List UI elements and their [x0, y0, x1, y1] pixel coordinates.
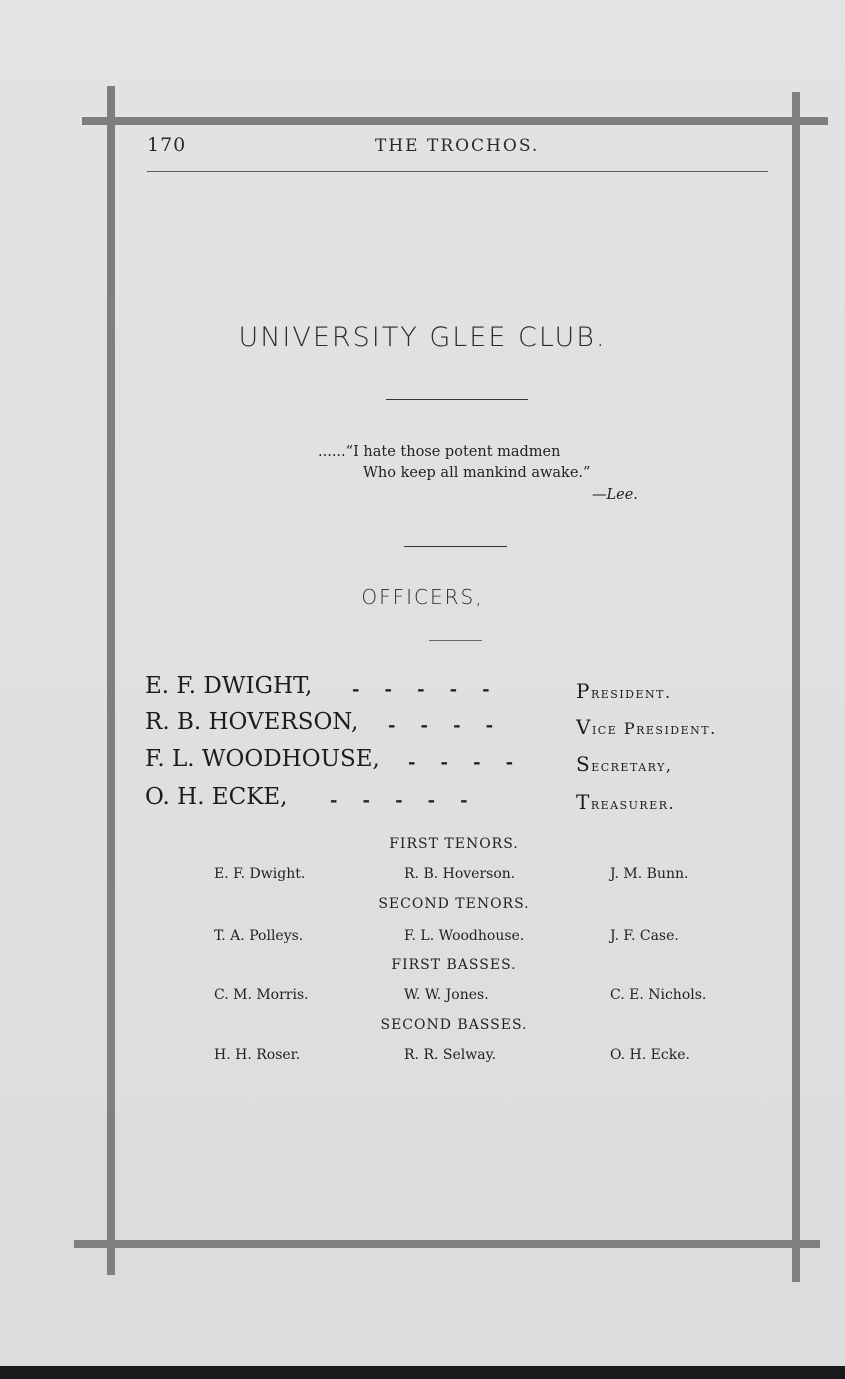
- member-name: T. A. Polleys.: [214, 928, 304, 944]
- officer-name: R. B. HOVERSON,: [145, 709, 359, 735]
- officer-name: O. H. ECKE,: [145, 784, 288, 810]
- leader-dashes: - - - - -: [352, 679, 490, 700]
- officers-heading: OFFICERS,: [361, 585, 484, 609]
- page-title: UNIVERSITY GLEE CLUB.: [238, 322, 607, 353]
- officer-title: President.: [576, 679, 672, 703]
- section-heading: FIRST BASSES.: [391, 957, 517, 973]
- scan-bottom-edge: [0, 1366, 845, 1379]
- member-name: E. F. Dwight.: [214, 866, 306, 882]
- epigraph-line-2: Who keep all mankind awake.”: [363, 465, 591, 481]
- page-number: 170: [147, 134, 187, 156]
- border-bar-left: [107, 86, 115, 1275]
- officer-title: Vice President.: [576, 715, 717, 739]
- divider-rule: [386, 399, 528, 400]
- section-heading: SECOND BASSES.: [380, 1017, 528, 1033]
- officer-name: F. L. WOODHOUSE,: [145, 746, 380, 772]
- officer-name: E. F. DWIGHT,: [145, 673, 313, 699]
- leader-dashes: - - - -: [408, 752, 514, 773]
- border-bar-top: [82, 117, 828, 125]
- member-name: R. B. Hoverson.: [404, 866, 516, 882]
- epigraph-line-1: ......“I hate those potent madmen: [318, 444, 561, 460]
- member-name: J. F. Case.: [610, 928, 679, 944]
- member-name: O. H. Ecke.: [610, 1047, 690, 1063]
- section-heading: SECOND TENORS.: [378, 896, 530, 912]
- officer-title: Secretary,: [576, 752, 673, 776]
- member-name: J. M. Bunn.: [610, 866, 689, 882]
- member-name: C. M. Morris.: [214, 987, 309, 1003]
- leader-dashes: - - - - -: [330, 790, 468, 811]
- header-rule: [147, 171, 768, 172]
- epigraph-attribution: —Lee.: [592, 487, 638, 503]
- divider-rule: [429, 640, 482, 641]
- officer-title: Treasurer.: [576, 790, 676, 814]
- section-heading: FIRST TENORS.: [389, 836, 519, 852]
- member-name: R. R. Selway.: [404, 1047, 497, 1063]
- member-name: W. W. Jones.: [404, 987, 489, 1003]
- member-name: H. H. Roser.: [214, 1047, 301, 1063]
- running-title: THE TROCHOS.: [375, 136, 540, 156]
- divider-rule: [404, 546, 507, 547]
- border-bar-bottom: [74, 1240, 820, 1248]
- member-name: F. L. Woodhouse.: [404, 928, 525, 944]
- member-name: C. E. Nichols.: [610, 987, 707, 1003]
- border-bar-right: [792, 92, 800, 1282]
- leader-dashes: - - - -: [388, 715, 494, 736]
